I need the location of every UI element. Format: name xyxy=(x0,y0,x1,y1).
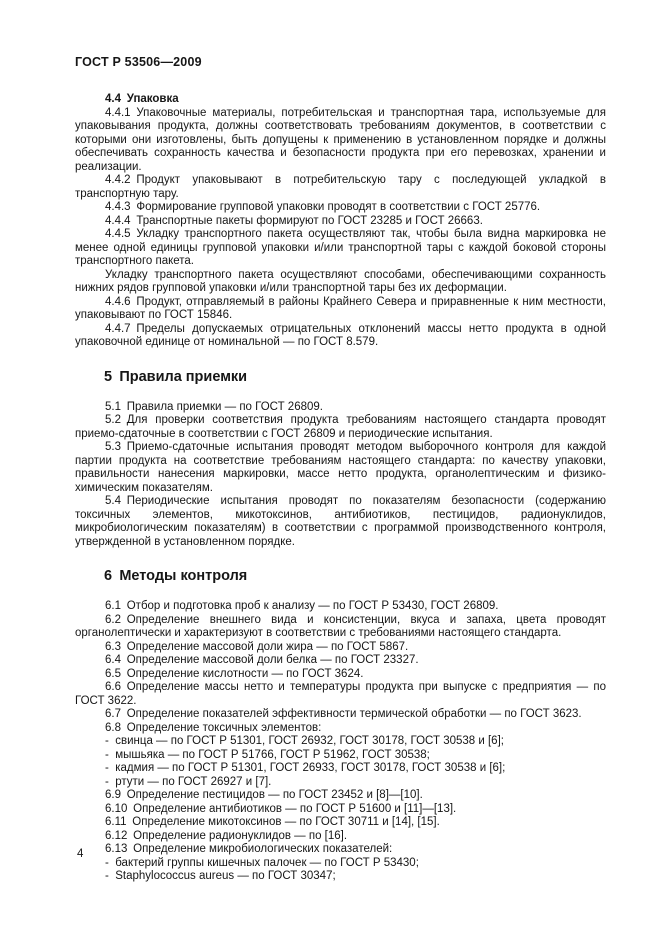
paragraph-4-4-7: 4.4.7 Пределы допускаемых отрицательных отклонений массы нетто продукта в одной упаковочной единице от номинальной — по ГОСТ 8.579. xyxy=(75,322,610,348)
list-item-mercury: - ртути — по ГОСТ 26927 и [7]. xyxy=(105,775,272,788)
clause-heading-4-4: 4.4 Упаковка xyxy=(105,93,179,105)
paragraph-4-4-4: 4.4.4 Транспортные пакеты формируют по ГОСТ 23285 и ГОСТ 26663. xyxy=(105,214,483,227)
list-item-coliform: - бактерий группы кишечных палочек — по ГОСТ Р 53430; xyxy=(105,856,419,869)
section-heading-5: 5 Правила приемки xyxy=(104,368,248,385)
paragraph-6-9: 6.9 Определение пестицидов — по ГОСТ 23452 и [8]—[10]. xyxy=(105,789,423,801)
page-content xyxy=(75,93,610,884)
list-item-lead: - свинца — по ГОСТ Р 51301, ГОСТ 26932, ГОСТ 30178, ГОСТ 30538 и [6]; xyxy=(105,735,504,747)
paragraph-4-4-1: 4.4.1 Упаковочные материалы, потребительская и транспортная тара, используемые для упаковывания продукта, должны соответствовать требованиям документов, в соответствии с которыми они изготовлены, быть допущены к применению в установленном порядке и должны обеспечивать сохранность качества и безопасности продукта при его перевозках, хранении и реализации. xyxy=(75,106,610,173)
paragraph-4-4-5-cont: Укладку транспортного пакета осуществляют способами, обеспечивающими сохранность нижних рядов групповой упаковки и/или транспортной тары без их деформации. xyxy=(75,268,610,294)
paragraph-5-2: 5.2 Для проверки соответствия продукта требованиям настоящего стандарта проводят приемо-сдаточные в соответствии с ГОСТ 26809 и периодические испытания. xyxy=(75,414,610,440)
paragraph-4-4-2: 4.4.2 Продукт упаковывают в потребительскую тару с последующей укладкой в транспортную тару. xyxy=(75,174,610,200)
paragraph-5-1: 5.1 Правила приемки — по ГОСТ 26809. xyxy=(105,400,323,413)
list-item-cadmium: - кадмия — по ГОСТ Р 51301, ГОСТ 26933, ГОСТ 30178, ГОСТ 30538 и [6]; xyxy=(105,762,506,774)
paragraph-4-4-3: 4.4.3 Формирование групповой упаковки проводят в соответствии с ГОСТ 25776. xyxy=(105,201,541,213)
paragraph-5-4: 5.4 Периодические испытания проводят по показателям безопасности (содержанию токсичных элементов, микотоксинов, антибиотиков, пестицидов, радионуклидов, микробиологическим показателям) в соответствии с программой производственного контроля, утвержденной в установленном порядке. xyxy=(75,495,610,548)
paragraph-4-4-5: 4.4.5 Укладку транспортного пакета осуществляют так, чтобы была видна маркировка не менее одной единицы групповой упаковки и/или транспортной тары с каждой боковой стороны транспортного пакета. xyxy=(75,228,610,267)
paragraph-6-12: 6.12 Определение радионуклидов — по [16]. xyxy=(105,829,348,842)
running-header: ГОСТ Р 53506—2009 xyxy=(75,55,202,69)
paragraph-6-4: 6.4 Определение массовой доли белка — по ГОСТ 23327. xyxy=(105,654,419,666)
paragraph-6-3: 6.3 Определение массовой доли жира — по ГОСТ 5867. xyxy=(105,640,409,653)
list-item-arsenic: - мышьяка — по ГОСТ Р 51766, ГОСТ Р 51962, ГОСТ 30538; xyxy=(105,748,430,761)
paragraph-6-1: 6.1 Отбор и подготовка проб к анализу — по ГОСТ Р 53430, ГОСТ 26809. xyxy=(105,600,499,612)
paragraph-6-13: 6.13 Определение микробиологических показателей: xyxy=(105,843,393,855)
page-number: 4 xyxy=(77,848,84,860)
list-item-staphylococcus: - Staphylococcus aureus — по ГОСТ 30347; xyxy=(105,870,336,882)
paragraph-6-2: 6.2 Определение внешнего вида и консистенции, вкуса и запаха, цвета проводят органолептически и характеризуют в соответствии с требованиями настоящего стандарта. xyxy=(75,613,610,639)
paragraph-6-8: 6.8 Определение токсичных элементов: xyxy=(105,721,322,734)
paragraph-6-10: 6.10 Определение антибиотиков — по ГОСТ Р 51600 и [11]—[13]. xyxy=(105,802,457,815)
paragraph-6-11: 6.11 Определение микотоксинов — по ГОСТ 30711 и [14], [15]. xyxy=(105,816,440,828)
paragraph-6-5: 6.5 Определение кислотности — по ГОСТ 3624. xyxy=(105,667,364,680)
paragraph-6-6: 6.6 Определение массы нетто и температуры продукта при выпуске с предприятия — по ГОСТ 3622. xyxy=(75,681,610,707)
section-heading-6: 6 Методы контроля xyxy=(104,568,248,584)
paragraph-6-7: 6.7 Определение показателей эффективности термической обработки — по ГОСТ 3623. xyxy=(105,708,582,720)
paragraph-4-4-6: 4.4.6 Продукт, отправляемый в районы Крайнего Севера и приравненные к ним местности, упаковывают по ГОСТ 15846. xyxy=(75,295,610,321)
paragraph-5-3: 5.3 Приемо-сдаточные испытания проводят методом выборочного контроля для каждой партии продукта на соответствие требованиям настоящего стандарта: по качеству упаковки, правильности нанесения маркировки, массе нетто продукта, органолептическим и физико-химическим показателям. xyxy=(75,441,610,494)
